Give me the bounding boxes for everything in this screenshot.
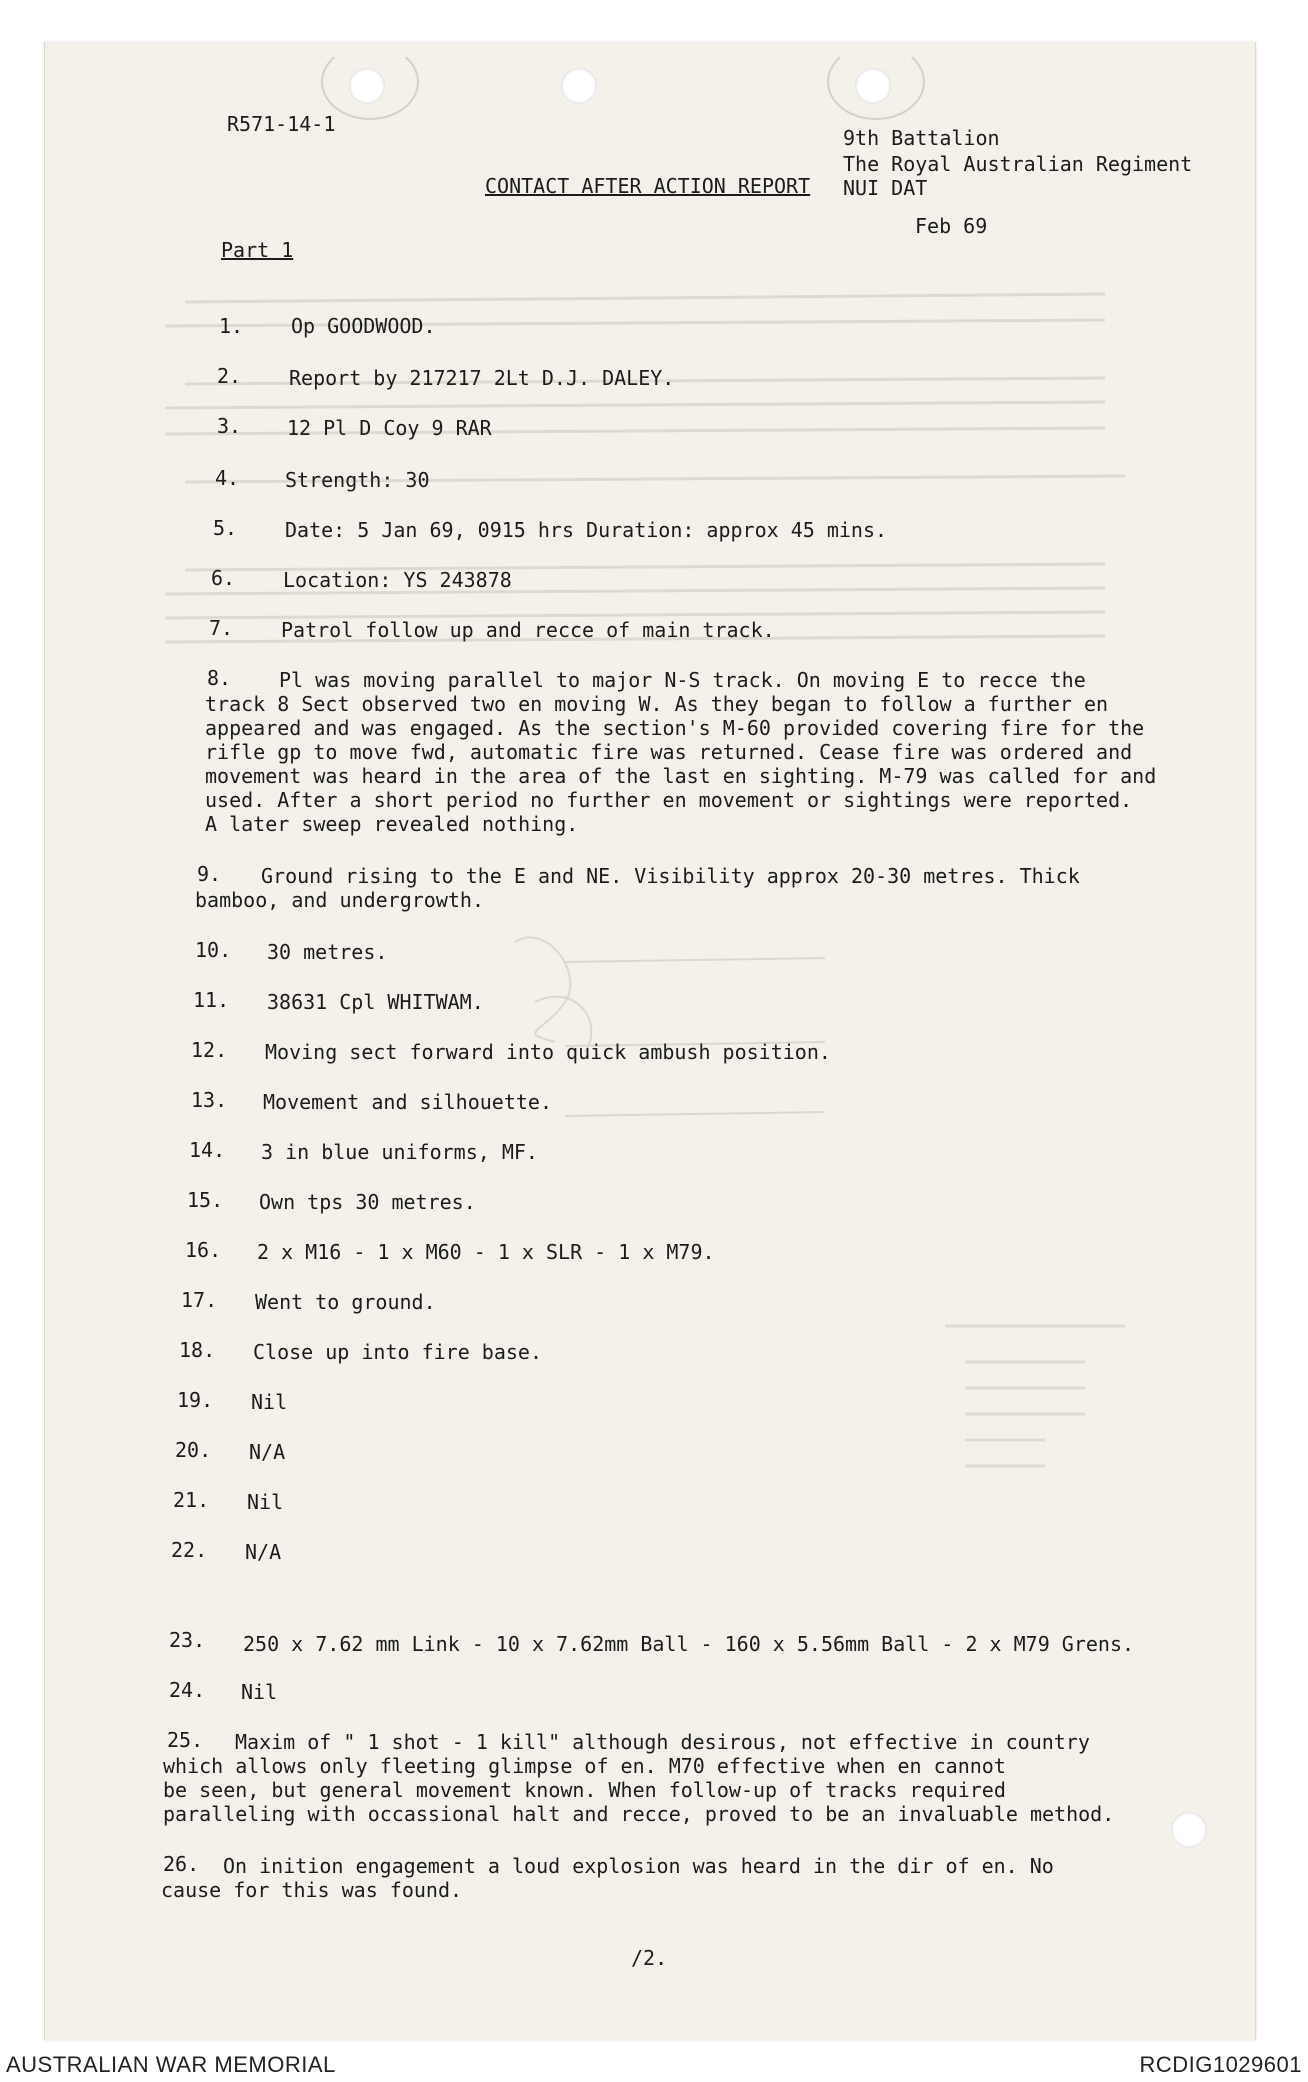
- item-text: Went to ground.: [255, 1290, 436, 1314]
- item-text: Movement and silhouette.: [263, 1090, 552, 1114]
- item-number: 26.: [163, 1852, 200, 1876]
- unit-line-3: NUI DAT: [843, 176, 928, 200]
- item-text: Op GOODWOOD.: [291, 314, 436, 338]
- item-number: 5.: [213, 516, 238, 540]
- item-number: 14.: [189, 1138, 226, 1162]
- item-number: 1.: [219, 314, 244, 338]
- item-text: 12 Pl D Coy 9 RAR: [287, 416, 492, 440]
- item-text: Location: YS 243878: [283, 568, 512, 592]
- report-date: Feb 69: [915, 214, 988, 238]
- item-text-paragraph: On inition engagement a loud explosion was heard in the dir of en. No cause for this was found.: [161, 1854, 1054, 1902]
- item-text: 38631 Cpl WHITWAM.: [267, 990, 484, 1014]
- item-text: Report by 217217 2Lt D.J. DALEY.: [289, 366, 675, 390]
- archive-reference: RCDIG1029601: [1139, 2052, 1302, 2077]
- item-text: 250 x 7.62 mm Link - 10 x 7.62mm Ball - 160 x 5.56mm Ball - 2 x M79 Grens.: [243, 1632, 1135, 1656]
- item-number: 11.: [193, 988, 230, 1012]
- item-text: Date: 5 Jan 69, 0915 hrs Duration: approx 45 mins.: [285, 518, 888, 542]
- page-continuation-marker: /2.: [631, 1946, 668, 1970]
- item-text: 30 metres.: [267, 940, 388, 964]
- item-text: Own tps 30 metres.: [259, 1190, 476, 1214]
- item-number: 12.: [191, 1038, 228, 1062]
- item-number: 24.: [169, 1678, 206, 1702]
- item-number: 16.: [185, 1238, 222, 1262]
- unit-line-2: The Royal Australian Regiment: [843, 152, 1193, 176]
- item-text: Nil: [241, 1680, 278, 1704]
- item-number: 10.: [195, 938, 232, 962]
- item-text: Nil: [251, 1390, 288, 1414]
- archive-credit: AUSTRALIAN WAR MEMORIAL: [6, 2052, 336, 2077]
- item-number: 17.: [181, 1288, 218, 1312]
- item-number: 23.: [169, 1628, 206, 1652]
- item-number: 7.: [209, 616, 234, 640]
- item-number: 25.: [167, 1728, 204, 1752]
- item-text: 2 x M16 - 1 x M60 - 1 x SLR - 1 x M79.: [257, 1240, 715, 1264]
- item-text-paragraph: Maxim of " 1 shot - 1 kill" although desirous, not effective in country which allows only fleeting glimpse of en. M70 effective when en cannot be seen, but general movement known. When follow-up of tracks required paralleling with occassional halt and recce, proved to be an invaluable method.: [163, 1730, 1115, 1826]
- item-number: 9.: [197, 862, 222, 886]
- unit-line-1: 9th Battalion: [843, 126, 1000, 150]
- item-number: 2.: [217, 364, 242, 388]
- document-page: [44, 42, 1256, 2040]
- item-number: 20.: [175, 1438, 212, 1462]
- item-text: Strength: 30: [285, 468, 430, 492]
- item-text: N/A: [249, 1440, 286, 1464]
- item-number: 8.: [207, 666, 232, 690]
- item-number: 6.: [211, 566, 236, 590]
- item-text: Patrol follow up and recce of main track.: [281, 618, 775, 642]
- item-number: 19.: [177, 1388, 214, 1412]
- item-number: 18.: [179, 1338, 216, 1362]
- part-heading: Part 1: [221, 238, 294, 262]
- item-number: 13.: [191, 1088, 228, 1112]
- reference-number: R571-14-1: [227, 112, 336, 136]
- item-text-paragraph: Pl was moving parallel to major N-S track. On moving E to recce the track 8 Sect observed two en moving W. As they began to follow a further en appeared and was engaged. As the section's M-60 provided covering fire for the rifle gp to move fwd, automatic fire was returned. Cease fire was ordered and movement was heard in the area of the last en sighting. M-79 was called for and used. After a short period no further en movement or sightings were reported. A later sweep revealed nothing.: [205, 668, 1157, 836]
- item-number: 15.: [187, 1188, 224, 1212]
- item-number: 3.: [217, 414, 242, 438]
- item-text: Close up into fire base.: [253, 1340, 542, 1364]
- item-number: 21.: [173, 1488, 210, 1512]
- item-text: Moving sect forward into quick ambush position.: [265, 1040, 831, 1064]
- report-title: CONTACT AFTER ACTION REPORT: [485, 174, 811, 198]
- item-text: N/A: [245, 1540, 282, 1564]
- item-text: Nil: [247, 1490, 284, 1514]
- item-number: 4.: [215, 466, 240, 490]
- item-text-paragraph: Ground rising to the E and NE. Visibility approx 20-30 metres. Thick bamboo, and undergrowth.: [195, 864, 1080, 912]
- item-number: 22.: [171, 1538, 208, 1562]
- item-text: 3 in blue uniforms, MF.: [261, 1140, 538, 1164]
